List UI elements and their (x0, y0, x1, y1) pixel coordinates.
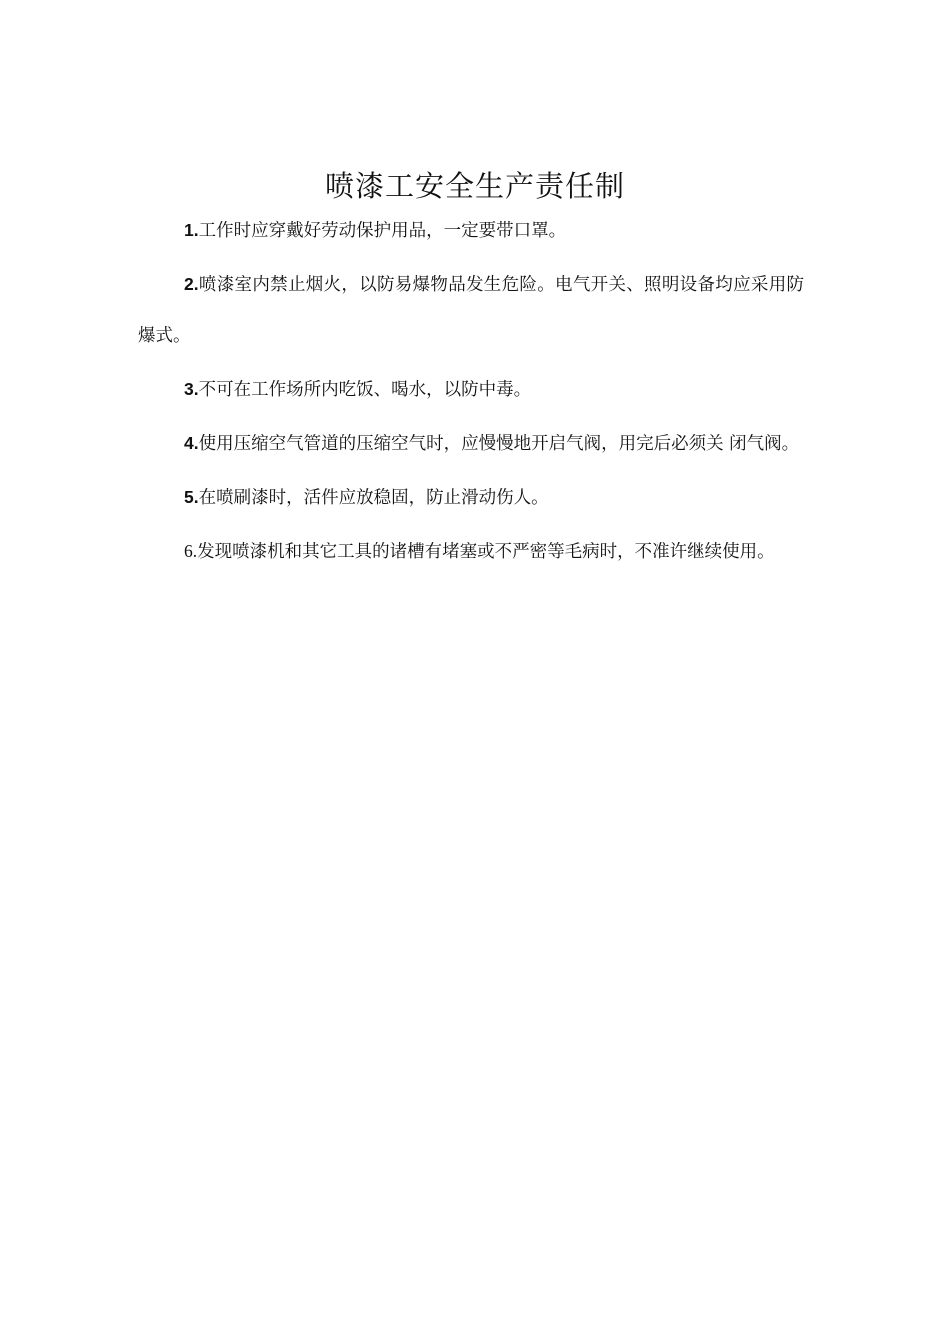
rule-number: 5. (184, 487, 199, 507)
rule-text: 不可在工作场所内吃饭、喝水，以防中毒。 (198, 380, 532, 400)
rule-number: 2. (184, 274, 199, 294)
rule-item-2 (138, 259, 804, 362)
rule-text: 在喷刷漆时，活件应放稳固，防止滑动伤人。 (198, 488, 549, 508)
rule-text: 发现喷漆机和其它工具的诸槽有堵塞或不严密等毛病时，不准许继续使用。 (197, 542, 775, 562)
rule-number: 4. (184, 433, 199, 453)
rule-item-6 (138, 526, 804, 578)
document-title: 喷漆工安全生产责任制 (324, 169, 625, 204)
rule-item-4 (138, 418, 804, 470)
rule-text: 工作时应穿戴好劳动保护用品，一定要带口罩。 (198, 221, 567, 241)
rule-item-5 (138, 472, 804, 524)
rule-number: 3. (184, 379, 199, 399)
rule-text: 使用压缩空气管道的压缩空气时，应慢慢地开启气阀，用完后必须关 闭气阀。 (198, 434, 800, 454)
rules-list (138, 205, 804, 580)
rule-text: 喷漆室内禁止烟火，以防易爆物品发生危险。电气开关、照明设备均应采用防爆式。 (138, 275, 804, 346)
rule-number: 1. (184, 220, 199, 240)
rule-item-3 (138, 364, 804, 416)
rule-item-1 (138, 205, 804, 257)
rule-number: 6. (184, 541, 198, 561)
